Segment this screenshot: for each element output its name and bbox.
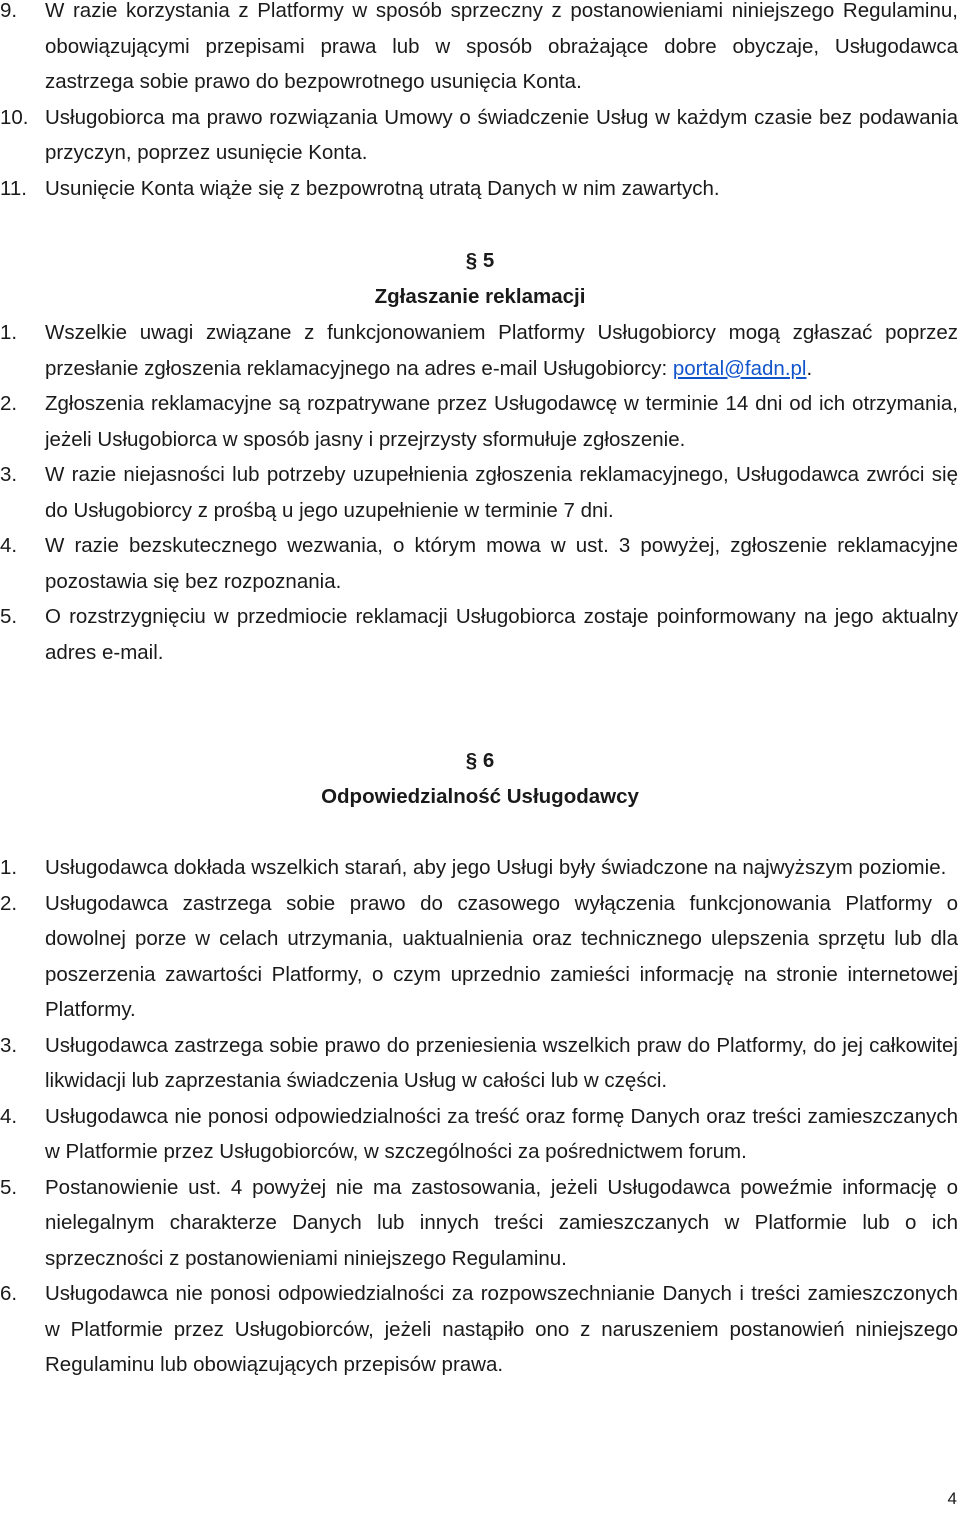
item-text: Usunięcie Konta wiąże się z bezpowrotną utratą Danych w nim zawartych. <box>45 176 720 200</box>
item-number: 4. <box>0 534 18 557</box>
item-number: 10. <box>0 105 29 129</box>
item-text: Zgłoszenia reklamacyjne są rozpatrywane przez Usługodawcę w terminie 14 dni od ich otrzymania, jeżeli Usługobiorca w sposób jasny i przejrzysty sformułuje zgłoszenie. <box>45 392 958 451</box>
section-5-sign: § 5 <box>465 249 495 272</box>
item-text: W razie bezskutecznego wezwania, o którym mowa w ust. 3 powyżej, zgłoszenie reklamacyjne pozostawia się bez rozpoznania. <box>45 534 958 593</box>
item-number: 2. <box>0 392 18 415</box>
item-number: 2. <box>0 891 18 915</box>
list-item <box>0 850 960 886</box>
list-item <box>0 1276 960 1383</box>
section-6-list <box>0 850 960 1383</box>
item-text: Usługobiorca ma prawo rozwiązania Umowy o świadczenie Usług w każdym czasie bez podawania przyczyn, poprzez usunięcie Konta. <box>45 105 958 164</box>
item-text: Wszelkie uwagi związane z funkcjonowaniem Platformy Usługobiorcy mogą zgłaszać poprzez przesłanie zgłoszenia reklamacyjnego na adres e-mail Usługobiorcy: <box>45 321 958 380</box>
item-text: Usługodawca zastrzega sobie prawo do czasowego wyłączenia funkcjonowania Platformy o dowolnej porze w celach utrzymania, uaktualnienia oraz technicznego ulepszenia sprzętu lub dla poszerzenia zawartości Platformy, o czym uprzednio zamieści informację na stronie internetowej Platformy. <box>45 891 958 1021</box>
item-number: 5. <box>0 1175 18 1199</box>
section-5-list <box>0 315 960 670</box>
item-text: Usługodawca nie ponosi odpowiedzialności za rozpowszechnianie Danych i treści zamieszczonych w Platformie przez Usługobiorców, jeżeli nastąpiło ono z naruszeniem postanowień niniejszego Regulaminu lub obowiązujących przepisów prawa. <box>45 1282 958 1376</box>
list-item <box>0 100 960 171</box>
item-number: 1. <box>0 856 18 879</box>
list-item <box>0 599 960 670</box>
item-text: W razie korzystania z Platformy w sposób sprzeczny z postanowieniami niniejszego Regulaminu, obowiązującymi przepisami prawa lub w sposób obrażające dobre obyczaje, Usługodawca zastrzega sobie prawo do bezpowrotnego usunięcia Konta. <box>45 0 958 93</box>
item-number: 3. <box>0 1033 18 1057</box>
list-item <box>0 0 960 100</box>
item-text: O rozstrzygnięciu w przedmiocie reklamacji Usługobiorca zostaje poinformowany na jego aktualny adres e-mail. <box>45 605 958 664</box>
list-item <box>0 1099 960 1170</box>
item-text-end: . <box>806 356 813 380</box>
list-item <box>0 386 960 457</box>
section-6-title: Odpowiedzialność Usługodawcy <box>321 785 639 808</box>
item-number: 9. <box>0 0 18 22</box>
page-number: 4 <box>947 1489 957 1508</box>
list-item <box>0 171 960 207</box>
list-item <box>0 457 960 528</box>
item-number: 5. <box>0 605 18 628</box>
item-number: 4. <box>0 1104 18 1128</box>
top-list <box>0 0 960 206</box>
list-item <box>0 1170 960 1277</box>
email-link[interactable]: portal@fadn.pl <box>672 356 807 380</box>
item-number: 11. <box>0 176 27 200</box>
item-text: Usługodawca zastrzega sobie prawo do przeniesienia wszelkich praw do Platformy, do jej całkowitej likwidacji lub zaprzestania świadczenia Usług w całości lub w części. <box>45 1033 958 1092</box>
item-text: Usługodawca nie ponosi odpowiedzialności za treść oraz formę Danych oraz treści zamieszczanych w Platformie przez Usługobiorców, w szczególności za pośrednictwem forum. <box>45 1104 958 1163</box>
item-number: 6. <box>0 1282 18 1305</box>
item-number: 3. <box>0 463 18 486</box>
item-text: Postanowienie ust. 4 powyżej nie ma zastosowania, jeżeli Usługodawca poweźmie informację o nielegalnym charakterze Danych lub innych treści zamieszczanych w Platformie lub o ich sprzeczności z postanowieniami niniejszego Regulaminu. <box>45 1175 958 1270</box>
section-5-title: Zgłaszanie reklamacji <box>374 285 586 308</box>
section-6-sign: § 6 <box>465 749 495 772</box>
item-text: W razie niejasności lub potrzeby uzupełnienia zgłoszenia reklamacyjnego, Usługodawca zwróci się do Usługobiorcy z prośbą u jego uzupełnienie w terminie 7 dni. <box>45 463 958 522</box>
list-item <box>0 886 960 1028</box>
list-item <box>0 315 960 386</box>
item-text: Usługodawca dokłada wszelkich starań, aby jego Usługi były świadczone na najwyższym poziomie. <box>45 856 947 879</box>
list-item <box>0 528 960 599</box>
list-item <box>0 1028 960 1099</box>
item-number: 1. <box>0 321 18 344</box>
